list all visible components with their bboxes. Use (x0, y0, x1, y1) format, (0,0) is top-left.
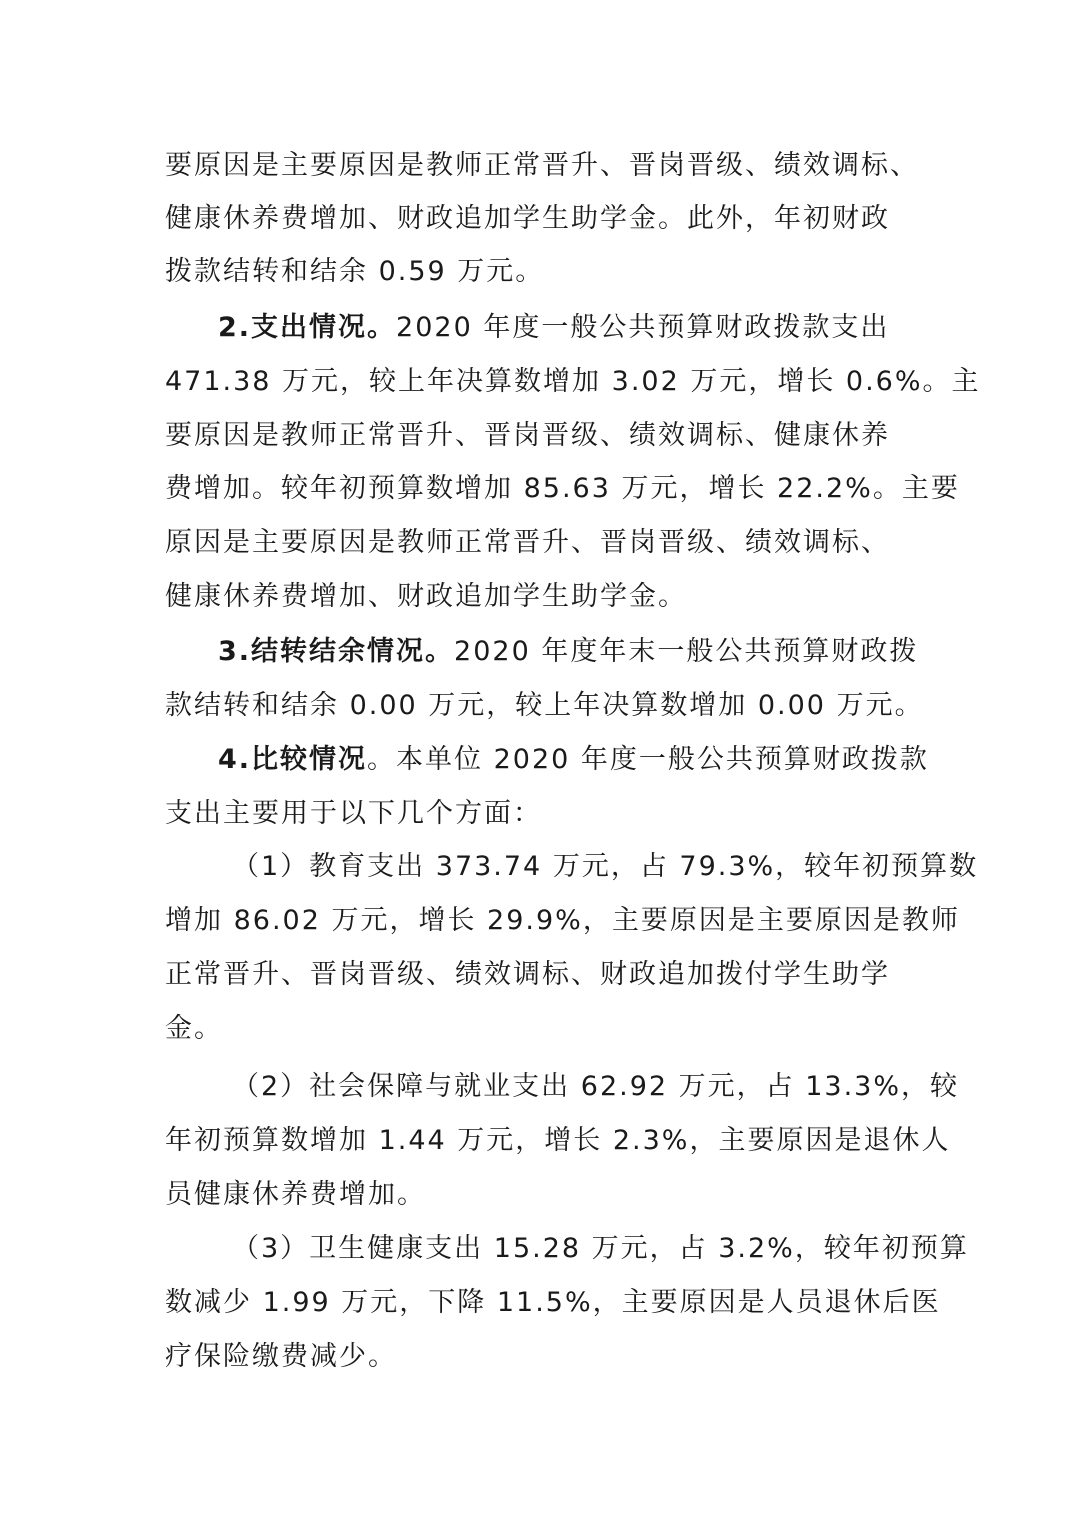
paragraph-line: （2）社会保障与就业支出 62.92 万元，占 13.3%，较 (232, 1071, 959, 1102)
paragraph-line: 要原因是主要原因是教师正常晋升、晋岗晋级、绩效调标、 (165, 150, 919, 181)
paragraph-line: 要原因是教师正常晋升、晋岗晋级、绩效调标、健康休养 (165, 420, 890, 451)
paragraph-line: 增加 86.02 万元，增长 29.9%，主要原因是主要原因是教师 (165, 905, 960, 936)
paragraph-line: 拨款结转和结余 0.59 万元。 (165, 256, 545, 287)
paragraph-line: （3）卫生健康支出 15.28 万元，占 3.2%，较年初预算 (232, 1233, 969, 1264)
paragraph-line: 原因是主要原因是教师正常晋升、晋岗晋级、绩效调标、 (165, 527, 890, 558)
heading-punctuation: 。 (367, 744, 397, 775)
paragraph-line: 正常晋升、晋岗晋级、绩效调标、财政追加拨付学生助学 (165, 959, 890, 990)
paragraph-line: 疗保险缴费减少。 (165, 1341, 397, 1372)
paragraph-text: 2020 年度一般公共预算财政拨款支出 (396, 312, 890, 343)
paragraph-line: 年初预算数增加 1.44 万元，增长 2.3%，主要原因是退休人 (165, 1125, 951, 1156)
paragraph-line: 金。 (165, 1013, 223, 1044)
section-heading-carryover: 3.结转结余情况。 (218, 636, 455, 667)
paragraph-line: 数减少 1.99 万元，下降 11.5%，主要原因是人员退休后医 (165, 1287, 941, 1318)
paragraph-text: 本单位 2020 年度一般公共预算财政拨款 (396, 744, 929, 775)
paragraph-line (218, 308, 889, 348)
section-heading-comparison: 4.比较情况 (218, 744, 368, 775)
paragraph-line: 健康休养费增加、财政追加学生助学金。 (165, 581, 687, 612)
paragraph-line: 款结转和结余 0.00 万元，较上年决算数增加 0.00 万元。 (165, 690, 924, 721)
paragraph-line: 471.38 万元，较上年决算数增加 3.02 万元，增长 0.6%。主 (165, 366, 981, 397)
paragraph-line (218, 740, 929, 780)
paragraph-line: 健康休养费增加、财政追加学生助学金。此外，年初财政 (165, 203, 890, 234)
paragraph-line: 费增加。较年初预算数增加 85.63 万元，增长 22.2%。主要 (165, 473, 960, 504)
section-heading-expenditure: 2.支出情况。 (218, 312, 397, 343)
paragraph-line (218, 632, 918, 672)
paragraph-line: （1）教育支出 373.74 万元，占 79.3%，较年初预算数 (232, 851, 979, 882)
paragraph-line: 员健康休养费增加。 (165, 1179, 426, 1210)
paragraph-text: 2020 年度年末一般公共预算财政拨 (454, 636, 919, 667)
paragraph-line: 支出主要用于以下几个方面： (165, 798, 542, 829)
